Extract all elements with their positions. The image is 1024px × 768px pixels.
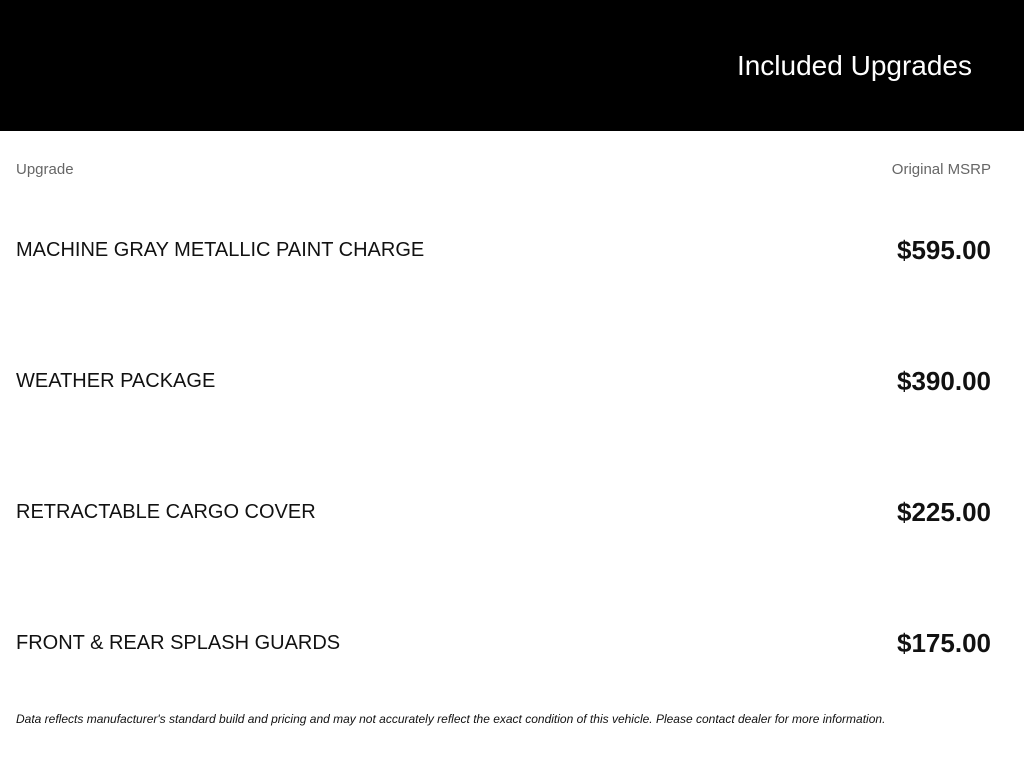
upgrade-name: MACHINE GRAY METALLIC PAINT CHARGE: [16, 239, 425, 261]
list-item: [16, 626, 991, 660]
list-item: [16, 364, 991, 398]
page-title: Included Upgrades: [736, 50, 972, 81]
upgrade-price: $595.00: [897, 235, 991, 265]
upgrade-name: WEATHER PACKAGE: [16, 370, 216, 392]
upgrade-price: $175.00: [897, 628, 991, 658]
disclaimer-text: Data reflects manufacturer's standard build and pricing and may not accurately reflect the exact condition of this vehicle. Please contact dealer for more information.: [16, 712, 886, 726]
list-item: [16, 495, 991, 529]
column-header-msrp: Original MSRP: [891, 161, 991, 178]
upgrade-price: $225.00: [897, 497, 991, 527]
upgrade-name: FRONT & REAR SPLASH GUARDS: [16, 632, 341, 654]
column-header-upgrade: Upgrade: [16, 161, 74, 178]
upgrade-price: $390.00: [897, 366, 991, 396]
upgrades-list: [16, 0, 991, 768]
list-item: [16, 233, 991, 267]
upgrade-name: RETRACTABLE CARGO COVER: [16, 501, 316, 523]
